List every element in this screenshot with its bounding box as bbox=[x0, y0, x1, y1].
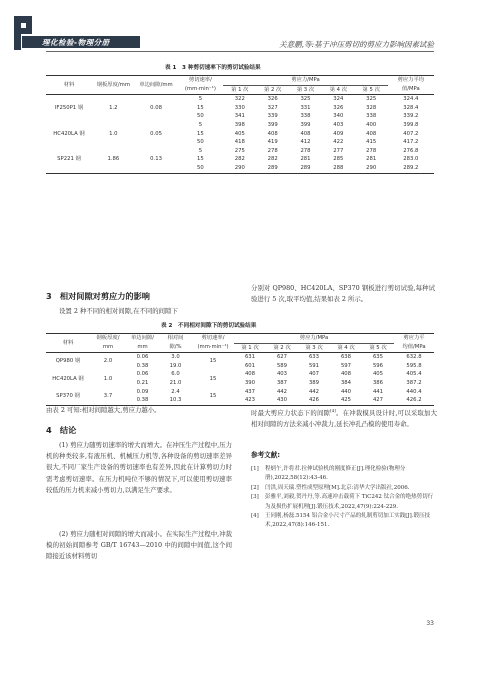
table1-cell-avg: 339.2 bbox=[403, 113, 419, 120]
table2-cell-stress: 633 bbox=[308, 354, 320, 361]
table2-cell-relative-gap: 19.0 bbox=[169, 362, 182, 369]
table1-cell-stress: 418 bbox=[234, 139, 245, 146]
table1-cell-stress: 408 bbox=[267, 130, 278, 137]
table1-cell-avg: 328.4 bbox=[403, 104, 419, 111]
table1-cell-thickness: 1.86 bbox=[92, 147, 135, 173]
table1-cell-stress: 340 bbox=[333, 113, 344, 120]
table1-cell-stress: 326 bbox=[267, 96, 278, 103]
table1-cell-stress: 419 bbox=[267, 139, 278, 146]
table1-cell-stress: 288 bbox=[322, 164, 355, 173]
table2-col-trial: 第 5 次 bbox=[362, 343, 394, 353]
table2-col-trial: 第 1 次 bbox=[234, 343, 266, 353]
table1-cell-stress: 338 bbox=[366, 113, 377, 120]
table2-cell-stress: 589 bbox=[276, 362, 288, 369]
table2-cell-stress: 423 bbox=[234, 396, 266, 405]
table1-cell-material: SP221 钢 bbox=[46, 147, 92, 173]
table1-cell-rate: 50 bbox=[197, 113, 204, 120]
table1-cell-gap: 0.13 bbox=[135, 147, 178, 173]
table1-cell-stress: 322 bbox=[234, 96, 245, 103]
table1-col-thickness: 钢板厚度/mm bbox=[92, 76, 135, 95]
table1-col-rate: 剪切速率/ bbox=[177, 76, 223, 86]
running-head: 关意鹏,等:基于冲压剪切的剪应力影响因素试验 bbox=[279, 40, 434, 49]
table1-col-material: 材料 bbox=[46, 76, 92, 95]
table1-col-trial: 第 1 次 bbox=[223, 85, 256, 95]
table2-cell-stress: 591 bbox=[308, 362, 320, 369]
table2-col-trial: 第 2 次 bbox=[266, 343, 298, 353]
table2-cell-avg: 595.8 bbox=[406, 362, 422, 369]
table1-col-gap: 单边间隙/mm bbox=[135, 76, 178, 95]
reference-text: 彭雅平,刘毅,贺丹丹,等.高速冲击载荷下 TiC242 钛合金的绝热剪切行为及损伤扩展机理[J].锻压技术,2022,47(9):224-229. bbox=[265, 494, 434, 510]
table2-cell-stress: 390 bbox=[244, 379, 256, 386]
conclusion-item-1: (1) 剪应力随剪切速率的增大而增大。在冲压生产过程中,压力机的种类较多,有液压机、机械压力机等,各种设备的剪切速率差异很大,不同厂家生产设备的剪切速率也有差异,因此在计算剪切力时需考虑剪切速率。在压力机吨位不够的情况下,可以使用剪切速率较低的压力机来减小剪切力,以满足生产要求。 bbox=[46, 441, 232, 494]
header-rule bbox=[46, 51, 434, 52]
table1-cell-stress: 281 bbox=[300, 156, 311, 163]
section3-paragraph-right: 分别对 QP980、HC420LA、SP370 钢板进行剪切试验,每种试验进行 5 次,取平均值,结果如表 2 所示。 bbox=[251, 284, 435, 304]
table2-col-relative-gap: 相对间 bbox=[159, 334, 192, 344]
table2-header-row bbox=[46, 343, 434, 353]
table2-cell-rate: 15 bbox=[192, 388, 234, 406]
table2-cell-relative-gap: 3.0 bbox=[171, 354, 180, 361]
table2-cell-stress: 596 bbox=[372, 362, 384, 369]
right-para-rest: 。在冲裁模具设计时,可以采取加大相对间隙的方法来减小冲裁力,延长冲孔凸模的使用寿命。 bbox=[251, 409, 438, 429]
table1-cell-stress: 278 bbox=[267, 147, 278, 154]
table2-cell-stress: 440 bbox=[340, 388, 352, 395]
table1 bbox=[46, 75, 434, 174]
table2-cell-stress: 426 bbox=[298, 396, 330, 405]
table1-cell-rate: 50 bbox=[197, 139, 204, 146]
table1-cell-stress: 324 bbox=[333, 96, 344, 103]
table2-col-trial: 第 3 次 bbox=[298, 343, 330, 353]
journal-name: 理化检验-物理分册 bbox=[42, 38, 110, 47]
table1-row bbox=[46, 121, 434, 130]
section4-paragraph-right bbox=[251, 405, 437, 431]
page-number: 33 bbox=[426, 620, 434, 627]
table1-cell-stress: 399 bbox=[300, 121, 311, 128]
table2-header-row bbox=[46, 334, 434, 344]
table2-cell-avg: 632.8 bbox=[406, 354, 422, 361]
section3-paragraph-left: 设置 2 种不同的相对间隙,在不同的间隙下 bbox=[59, 307, 178, 315]
reference-text: 程炳午,许将君.拉伸试验机的刚度修正[J].理化检验(物理分册),2022,58(12):43-46. bbox=[265, 466, 406, 482]
table2-cell-relative-gap: 10.3 bbox=[159, 396, 192, 405]
table1-cell-gap: 0.08 bbox=[150, 104, 162, 111]
table1-header-row bbox=[46, 76, 434, 86]
table1-cell-rate: 5 bbox=[198, 147, 203, 154]
table1-cell-stress: 289 bbox=[256, 164, 289, 173]
table2-cell-stress: 387 bbox=[276, 379, 288, 386]
reference-item bbox=[251, 465, 437, 484]
table1-cell-rate: 15 bbox=[197, 104, 204, 111]
table1-cell-rate: 15 bbox=[197, 156, 204, 163]
table1-cell-stress: 278 bbox=[300, 147, 311, 154]
table1-cell-stress: 289 bbox=[289, 164, 322, 173]
citation-marker: [4] bbox=[330, 408, 336, 413]
table1-col-rate-unit: (mm·min⁻¹) bbox=[177, 85, 223, 95]
table2-cell-stress: 631 bbox=[244, 354, 256, 361]
table1-cell-avg: 417.2 bbox=[403, 139, 419, 146]
table1-cell-stress: 278 bbox=[366, 147, 377, 154]
table2-cell-stress: 635 bbox=[372, 354, 384, 361]
table2-col-rate-unit: (mm·min⁻¹) bbox=[192, 343, 234, 353]
table2-cell-stress: 384 bbox=[340, 379, 352, 386]
table2-cell-thickness: 3.7 bbox=[90, 388, 126, 406]
reference-number: [1] bbox=[251, 466, 259, 472]
table1-cell-stress: 409 bbox=[333, 130, 344, 137]
table1-cell-stress: 277 bbox=[333, 147, 344, 154]
table1-cell-rate: 50 bbox=[177, 164, 223, 173]
table1-cell-stress: 408 bbox=[366, 130, 377, 137]
table1-col-trial: 第 2 次 bbox=[256, 85, 289, 95]
table2 bbox=[46, 333, 434, 406]
table1-cell-avg: 289.2 bbox=[388, 164, 434, 173]
table2-cell-stress: 389 bbox=[308, 379, 320, 386]
table1-cell-stress: 327 bbox=[267, 104, 278, 111]
table2-col-trial: 第 4 次 bbox=[330, 343, 362, 353]
table2-cell-stress: 442 bbox=[276, 388, 288, 395]
table1-cell-stress: 403 bbox=[333, 121, 344, 128]
table2-col-stress-group: 剪应力/MPa bbox=[234, 334, 394, 344]
table1-cell-stress: 330 bbox=[234, 104, 245, 111]
reference-item bbox=[251, 512, 437, 531]
table2-cell-stress: 441 bbox=[372, 388, 384, 395]
table1-cell-stress: 290 bbox=[223, 164, 256, 173]
table2-row bbox=[46, 353, 434, 362]
table2-cell-thickness: 1.0 bbox=[103, 375, 113, 382]
table1-col-avg-unit: 值/MPa bbox=[388, 85, 434, 95]
table2-col-relative-gap-unit: 隙/% bbox=[159, 343, 192, 353]
table2-cell-avg: 426.2 bbox=[394, 396, 434, 405]
table1-cell-stress: 339 bbox=[267, 113, 278, 120]
table2-row bbox=[46, 370, 434, 379]
table1-cell-stress: 282 bbox=[267, 156, 278, 163]
table2-cell-gap: 0.21 bbox=[136, 379, 149, 386]
reference-item bbox=[251, 493, 437, 512]
right-para-text: 时最大剪应力状态下的间隙 bbox=[251, 409, 331, 418]
table2-cell-gap: 0.38 bbox=[126, 396, 159, 405]
table2-cell-stress: 430 bbox=[266, 396, 298, 405]
table2-cell-stress: 601 bbox=[244, 362, 256, 369]
table2-cell-gap: 0.06 bbox=[136, 371, 149, 378]
table2-cell-relative-gap: 6.0 bbox=[171, 371, 180, 378]
table1-cell-rate: 15 bbox=[197, 130, 204, 137]
table2-col-gap-unit: mm bbox=[126, 343, 159, 353]
table2-cell-material: QP980 钢 bbox=[55, 358, 81, 365]
reference-text: 王同刚,杨磊.5154 铝合金小尺寸产品的轧制剪切加工实践[J].锻压技术,2022,47(8):146-151. bbox=[265, 513, 430, 529]
table2-cell-rate: 15 bbox=[209, 375, 217, 382]
table1-col-avg: 剪应力平均 bbox=[388, 76, 434, 86]
table2-conclusion-text: 由表 2 可知:相对间隙越大,剪应力越小。 bbox=[46, 406, 161, 414]
table2-col-avg: 剪应力平 bbox=[394, 334, 434, 344]
table1-cell-gap: 0.05 bbox=[150, 130, 162, 137]
table1-col-trial: 第 5 次 bbox=[355, 85, 388, 95]
reference-text: 闫洪,周天瑞.塑性成型原理[M].北京:清华大学出版社,2006. bbox=[265, 484, 410, 491]
table1-col-stress-group: 剪应力/MPa bbox=[223, 76, 387, 86]
table2-col-thickness: 钢板厚度/ bbox=[90, 334, 126, 344]
table2-cell-material: SP370 钢 bbox=[46, 388, 90, 406]
table1-cell-stress: 400 bbox=[366, 121, 377, 128]
table1-cell-rate: 5 bbox=[198, 96, 203, 103]
table2-cell-thickness: 2.0 bbox=[103, 358, 113, 365]
table2-cell-gap: 0.09 bbox=[136, 388, 149, 395]
table1-col-trial: 第 4 次 bbox=[322, 85, 355, 95]
references-title: 参考文献: bbox=[251, 451, 281, 459]
table2-cell-stress: 597 bbox=[340, 362, 352, 369]
table2-cell-stress: 408 bbox=[244, 371, 256, 378]
references-list bbox=[251, 465, 437, 531]
table1-col-trial: 第 3 次 bbox=[289, 85, 322, 95]
table1-cell-stress: 338 bbox=[300, 113, 311, 120]
table2-col-gap: 单边间隙/ bbox=[126, 334, 159, 344]
table2-col-material: 材料 bbox=[46, 334, 90, 353]
table2-row bbox=[46, 388, 434, 397]
table1-cell-stress: 290 bbox=[355, 164, 388, 173]
table2-cell-gap: 0.38 bbox=[136, 362, 149, 369]
table1-cell-stress: 275 bbox=[234, 147, 245, 154]
table1-cell-avg: 407.2 bbox=[403, 130, 419, 137]
table2-cell-stress: 427 bbox=[362, 396, 394, 405]
table1-row bbox=[46, 95, 434, 104]
table2-cell-stress: 405 bbox=[372, 371, 384, 378]
reference-number: [2] bbox=[251, 484, 259, 491]
table2-cell-stress: 437 bbox=[244, 388, 256, 395]
table2-cell-avg: 440.4 bbox=[406, 388, 422, 395]
table1-cell-stress: 341 bbox=[234, 113, 245, 120]
reference-number: [4] bbox=[251, 513, 259, 520]
table2-cell-stress: 407 bbox=[308, 371, 320, 378]
table1-cell-thickness: 1.0 bbox=[109, 130, 118, 137]
table2-cell-stress: 638 bbox=[340, 354, 352, 361]
table1-cell-rate: 5 bbox=[198, 121, 203, 128]
table2-cell-avg: 387.2 bbox=[406, 379, 422, 386]
table1-cell-stress: 405 bbox=[234, 130, 245, 137]
table1-cell-avg: 324.4 bbox=[403, 96, 419, 103]
table1-cell-stress: 328 bbox=[366, 104, 377, 111]
reference-number: [3] bbox=[251, 494, 259, 501]
reference-item bbox=[251, 484, 437, 493]
table1-cell-stress: 415 bbox=[366, 139, 377, 146]
table2-col-thickness-unit: mm bbox=[90, 343, 126, 353]
table1-cell-stress: 412 bbox=[300, 139, 311, 146]
table1-cell-thickness: 1.2 bbox=[109, 104, 118, 111]
table2-cell-gap: 0.06 bbox=[136, 354, 149, 361]
table1-cell-stress: 326 bbox=[333, 104, 344, 111]
table1-cell-stress: 285 bbox=[333, 156, 344, 163]
table2-cell-stress: 627 bbox=[276, 354, 288, 361]
section3-title: 3 相对间隙对剪应力的影响 bbox=[46, 291, 150, 301]
table1-cell-stress: 325 bbox=[300, 96, 311, 103]
table2-cell-relative-gap: 21.0 bbox=[169, 379, 182, 386]
table1-cell-material: IF250P1 钢 bbox=[54, 104, 84, 111]
table2-cell-relative-gap: 2.4 bbox=[171, 388, 180, 395]
table1-cell-stress: 422 bbox=[333, 139, 344, 146]
table2-cell-rate: 15 bbox=[209, 358, 217, 365]
table1-caption: 表 1 3 种剪切速率下的剪切试验结果 bbox=[165, 65, 261, 71]
table2-col-avg-unit: 均值/MPa bbox=[394, 343, 434, 353]
table1-cell-stress: 325 bbox=[366, 96, 377, 103]
table2-cell-avg: 405.4 bbox=[406, 371, 422, 378]
table1-row bbox=[46, 147, 434, 156]
table1-cell-avg: 399.8 bbox=[403, 121, 419, 128]
table2-caption: 表 2 不同相对间隙下的剪切试验结果 bbox=[161, 323, 257, 329]
table2-cell-stress: 425 bbox=[330, 396, 362, 405]
table1-cell-material: HC420LA 钢 bbox=[53, 130, 85, 137]
table1-cell-stress: 399 bbox=[267, 121, 278, 128]
section4-title: 4 结论 bbox=[46, 425, 77, 435]
table1-cell-avg: 276.8 bbox=[403, 147, 419, 154]
table1-cell-avg: 283.0 bbox=[403, 156, 419, 163]
table1-cell-stress: 281 bbox=[366, 156, 377, 163]
table2-cell-stress: 403 bbox=[276, 371, 288, 378]
table1-cell-stress: 398 bbox=[234, 121, 245, 128]
page-header bbox=[0, 0, 480, 58]
table2-cell-material: HC420LA 钢 bbox=[52, 375, 84, 382]
table1-cell-stress: 408 bbox=[300, 130, 311, 137]
table2-cell-stress: 442 bbox=[308, 388, 320, 395]
table2-col-rate: 剪切速率/ bbox=[192, 334, 234, 344]
conclusion-item-2: (2) 剪应力随相对间隙的增大而减小。在实际生产过程中,冲裁模的初始间隙参考 GB/T 16743—2010 中的间隙中间值,这个间隙接近该材料剪切 bbox=[46, 530, 232, 561]
table1-cell-stress: 331 bbox=[300, 104, 311, 111]
table2-cell-stress: 408 bbox=[340, 371, 352, 378]
table2-cell-stress: 386 bbox=[372, 379, 384, 386]
table1-cell-stress: 282 bbox=[234, 156, 245, 163]
